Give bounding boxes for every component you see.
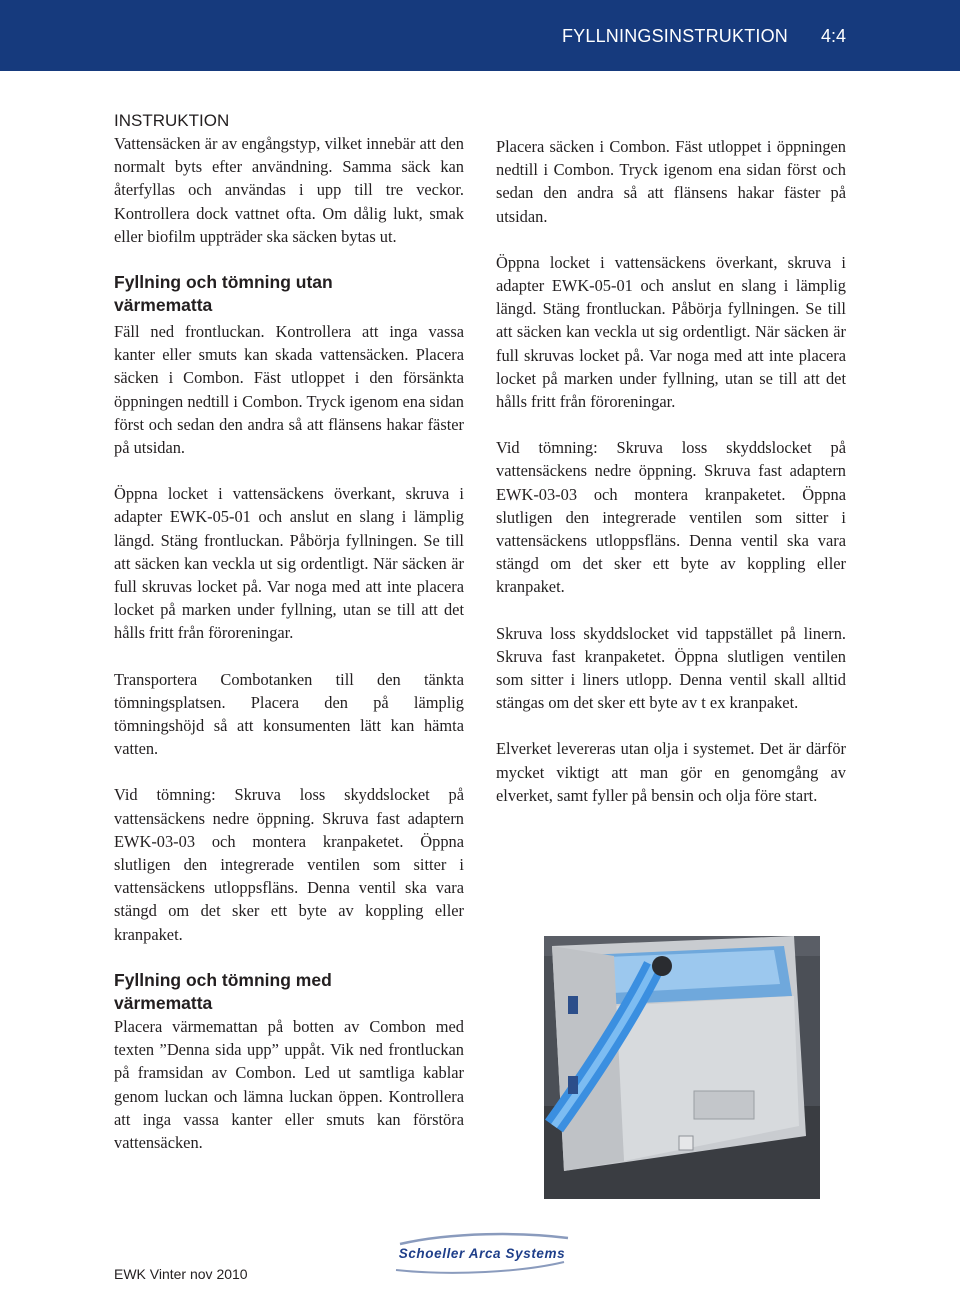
combo-container-photo (544, 936, 820, 1199)
heading-with-heating-mat: Fyllning och tömning med värmematta (114, 969, 332, 1013)
paragraph-placement-right: Placera säcken i Combon. Fäst utloppet i öppningen nedtill i Combon. Tryck igenom ena sidan först och sedan den andra så att flänsens hakar fäster på utsidan. (496, 137, 846, 226)
paragraph-generator: Elverket levereras utan olja i systemet. Det är därför mycket viktigt att man gör en genomgång av elverket, samt fyller på bensin och olja före start. (496, 739, 846, 805)
company-logo (392, 1230, 572, 1276)
footer-date: EWK Vinter nov 2010 (114, 1266, 248, 1282)
heading-without-heating-mat: Fyllning och tömning utan värmematta (114, 272, 333, 316)
combo-container-illustration (544, 936, 820, 1199)
paragraph-filling-right: Öppna locket i vattensäckens överkant, skruva i adapter EWK-05-01 och anslut en slang i lämplig längd. Stäng frontluckan. Påbörja fyllningen. Se till att säcken kan veckla ut sig ordentligt. När säcken är full skruvas locket på. Var noga med att inte placera locket på marken under fyllning, utan se till att det hålls fritt från föroreningar. (496, 252, 846, 412)
paragraph-placement: Fäll ned frontluckan. Kontrollera att inga vassa kanter eller smuts kan skada vattensäcken. Placera säcken i Combon. Fäst utloppet i den försänkta öppningen nedtill i Combon. Tryck igenom ena sidan först och sedan den andra så att flänsens hakar fäster på utsidan. (114, 322, 464, 458)
paragraph-transport: Transportera Combotanken till den tänkta tömningsplatsen. Placera den på lämplig tömningshöjd så att konsumenten lätt kan hämta vatten. (114, 669, 464, 759)
intro-paragraph: Vattensäcken är av engångstyp, vilket innebär att den normalt byts efter användning. Samma säck kan återfyllas och användas i upp till tre veckor. Kontrollera dock vattnet ofta. Om dålig lukt, smak eller biofilm uppträder ska säcken bytas ut. (114, 134, 464, 246)
paragraph-liner-tap: Skruva loss skyddslocket vid tappstället på linern. Skruva fast kranpaketet. Öppna slutligen ventilen som sitter i liners utlopp. Denna ventil skall alltid stängas om det sker ett byte av t ex kranpaket. (496, 623, 846, 713)
logo-wordmark: Schoeller Arca Systems (398, 1246, 566, 1261)
paragraph-emptying-right: Vid tömning: Skruva loss skyddslocket på vattensäckens nedre öppning. Skruva fast adaptern EWK-03-03 och montera kranpaketet. Öppna slutligen den integrerade ventilen som sitter i vattensäckens utloppsfläns. Denna ventil ska vara stängd om det sker ett byte av koppling eller kranpaket. (496, 438, 846, 597)
page-header (0, 0, 960, 71)
left-column (114, 110, 464, 1154)
section-kicker: INSTRUKTION (114, 111, 230, 130)
page-number: 4:4 (820, 26, 846, 46)
paragraph-filling: Öppna locket i vattensäckens överkant, skruva i adapter EWK-05-01 och anslut en slang i lämplig längd. Stäng frontluckan. Påbörja fyllningen. Se till att säcken kan veckla ut sig ordentligt. När säcken är full skruvas locket på. Var noga med att inte placera locket på marken under fyllning, utan se till att det hålls fritt från föroreningar. (114, 484, 464, 643)
right-column (496, 135, 846, 807)
header-title: FYLLNINGSINSTRUKTION (561, 26, 788, 46)
paragraph-heating-mat: Placera värmemattan på botten av Combon med texten ”Denna sida upp” uppåt. Vik ned frontluckan på framsidan av Combon. Led ut samtliga kablar genom luckan och lämna luckan öppen. Kontrollera att inga vassa kanter eller smuts kan förstöra vattensäcken. (114, 1016, 464, 1152)
paragraph-emptying: Vid tömning: Skruva loss skyddslocket på vattensäckens nedre öppning. Skruva fast adaptern EWK-03-03 och montera kranpaketet. Öppna slutligen den integrerade ventilen som sitter i vattensäckens utloppsfläns. Denna ventil ska vara stängd om det sker ett byte av koppling eller kranpaket. (114, 785, 464, 944)
